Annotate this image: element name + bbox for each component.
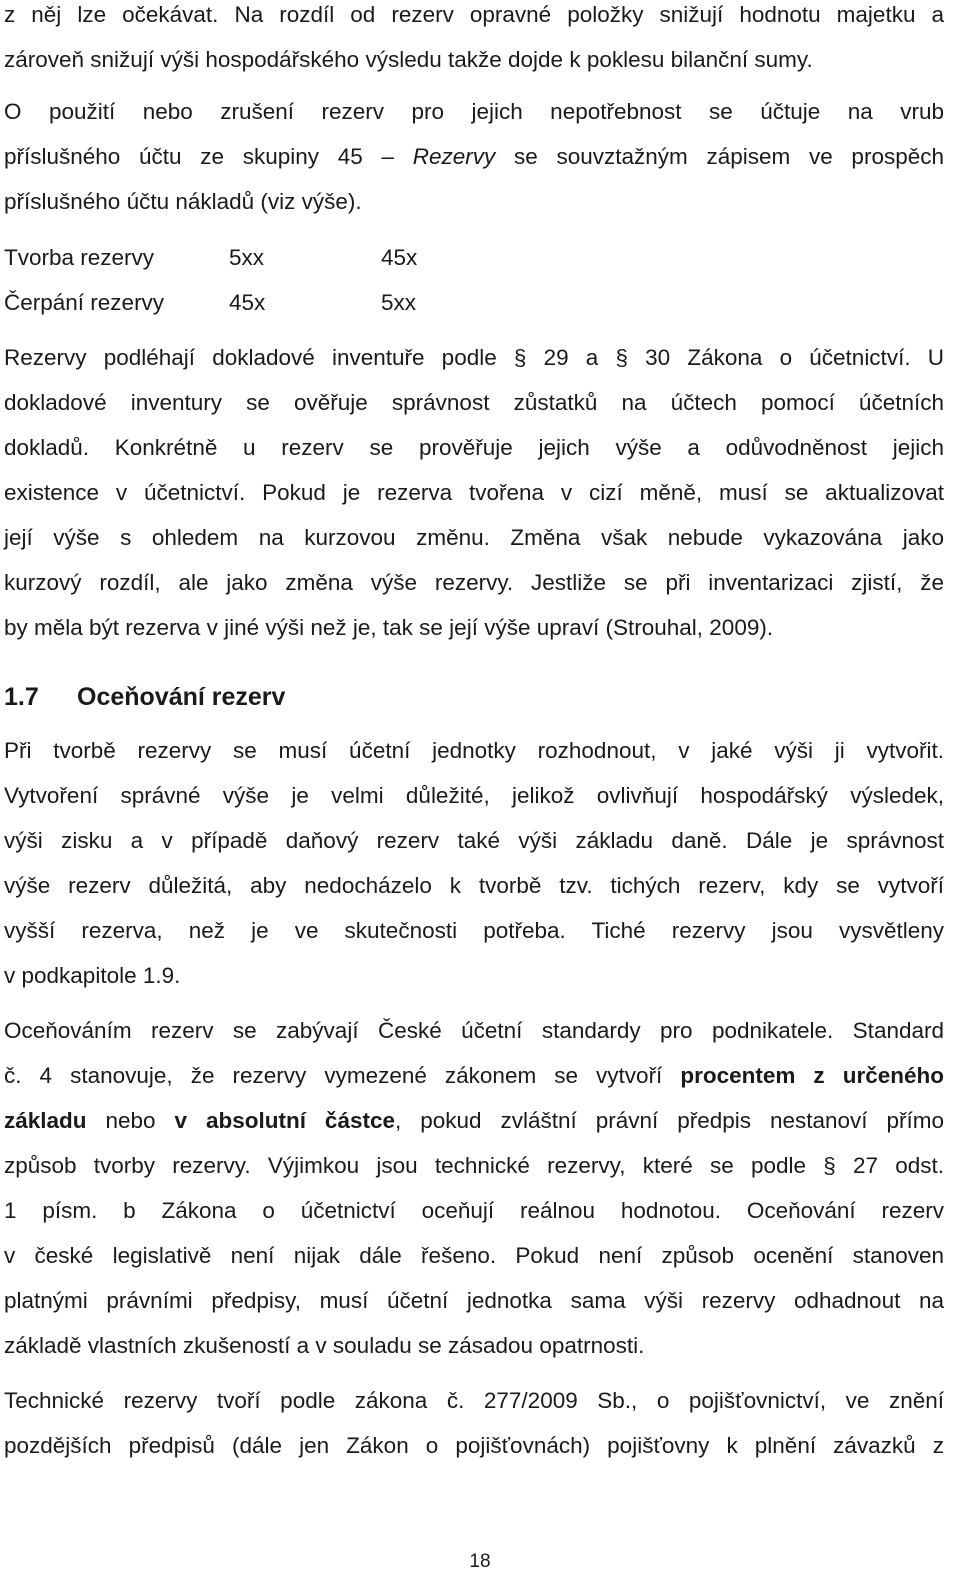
text-line: platnými právními předpisy, musí účetní jednotka sama výši rezervy odhadnout na	[4, 1288, 944, 1313]
section-title: Oceňování rezerv	[77, 683, 286, 711]
row-label: Tvorba rezervy	[4, 245, 155, 270]
text-line: dokladové inventury se ověřuje správnost zůstatků na účtech pomocí účetních	[4, 390, 944, 415]
text-line: O použití nebo zrušení rezerv pro jejich nepotřebnost se účtuje na vrub	[4, 99, 944, 124]
text-line: existence v účetnictví. Pokud je rezerva tvořena v cizí měně, musí se aktualizovat	[4, 480, 944, 505]
text-line: příslušného účtu nákladů (viz výše).	[4, 189, 362, 214]
text-line: v české legislativě není nijak dále řešeno. Pokud není způsob ocenění stanoven	[4, 1243, 944, 1268]
debit-account: 45x	[229, 290, 266, 315]
text-line: Oceňováním rezerv se zabývají České účetní standardy pro podnikatele. Standard	[4, 1018, 944, 1043]
text-line: Technické rezervy tvoří podle zákona č. 277/2009 Sb., o pojišťovnictví, ve znění	[4, 1388, 944, 1413]
text-line: v podkapitole 1.9.	[4, 963, 181, 988]
text-line: Vytvoření správné výše je velmi důležité, jelikož ovlivňují hospodářský výsledek,	[4, 783, 944, 808]
text-line: způsob tvorby rezervy. Výjimkou jsou technické rezervy, které se podle § 27 odst.	[4, 1153, 944, 1178]
text-line: č. 4 stanovuje, že rezervy vymezené zákonem se vytvoří procentem z určeného	[4, 1063, 944, 1088]
italic-term: Rezervy	[412, 144, 496, 169]
credit-account: 45x	[381, 245, 418, 270]
page-number: 18	[469, 1551, 491, 1572]
text-line: Rezervy podléhají dokladové inventuře podle § 29 a § 30 Zákona o účetnictví. U	[4, 345, 944, 370]
text-line: by měla být rezerva v jiné výši než je, tak se její výše upraví (Strouhal, 2009).	[4, 615, 774, 640]
text-line: pozdějších předpisů (dále jen Zákon o pojišťovnách) pojišťovny k plnění závazků z	[4, 1433, 944, 1458]
section-number: 1.7	[4, 683, 39, 711]
bold-phrase: základu	[4, 1108, 87, 1133]
text-line: výše rezerv důležitá, aby nedocházelo k tvorbě tzv. tichých rezerv, kdy se vytvoří	[4, 873, 944, 898]
debit-account: 5xx	[229, 245, 265, 270]
section-heading	[4, 681, 285, 713]
row-label: Čerpání rezervy	[4, 290, 165, 315]
bold-phrase: v absolutní částce	[174, 1108, 395, 1133]
text-line: její výše s ohledem na kurzovou změnu. Změna však nebude vykazována jako	[4, 525, 944, 550]
text-line: zároveň snižují výši hospodářského výsledu takže dojde k poklesu bilanční sumy.	[4, 47, 813, 72]
text-line: příslušného účtu ze skupiny 45 – Rezervy se souvztažným zápisem ve prospěch	[4, 144, 944, 169]
text-line: 1 písm. b Zákona o účetnictví oceňují reálnou hodnotou. Oceňování rezerv	[4, 1198, 944, 1223]
text-line: Při tvorbě rezervy se musí účetní jednotky rozhodnout, v jaké výši ji vytvořit.	[4, 738, 944, 763]
bold-phrase: procentem z určeného	[680, 1063, 944, 1088]
text-line: výši zisku a v případě daňový rezerv také výši základu daně. Dále je správnost	[4, 828, 944, 853]
text-line: základě vlastních zkušeností a v souladu se zásadou opatrnosti.	[4, 1333, 645, 1358]
text-line: dokladů. Konkrétně u rezerv se prověřuje jejich výše a odůvodněnost jejich	[4, 435, 944, 460]
text-line: základu nebo v absolutní částce, pokud zvláštní právní předpis nestanoví přímo	[4, 1108, 944, 1133]
text-line: vyšší rezerva, než je ve skutečnosti potřeba. Tiché rezervy jsou vysvětleny	[4, 918, 944, 943]
text-line: z něj lze očekávat. Na rozdíl od rezerv opravné položky snižují hodnotu majetku a	[4, 2, 944, 27]
text-line: kurzový rozdíl, ale jako změna výše rezervy. Jestliže se při inventarizaci zjistí, že	[4, 570, 944, 595]
credit-account: 5xx	[381, 290, 417, 315]
